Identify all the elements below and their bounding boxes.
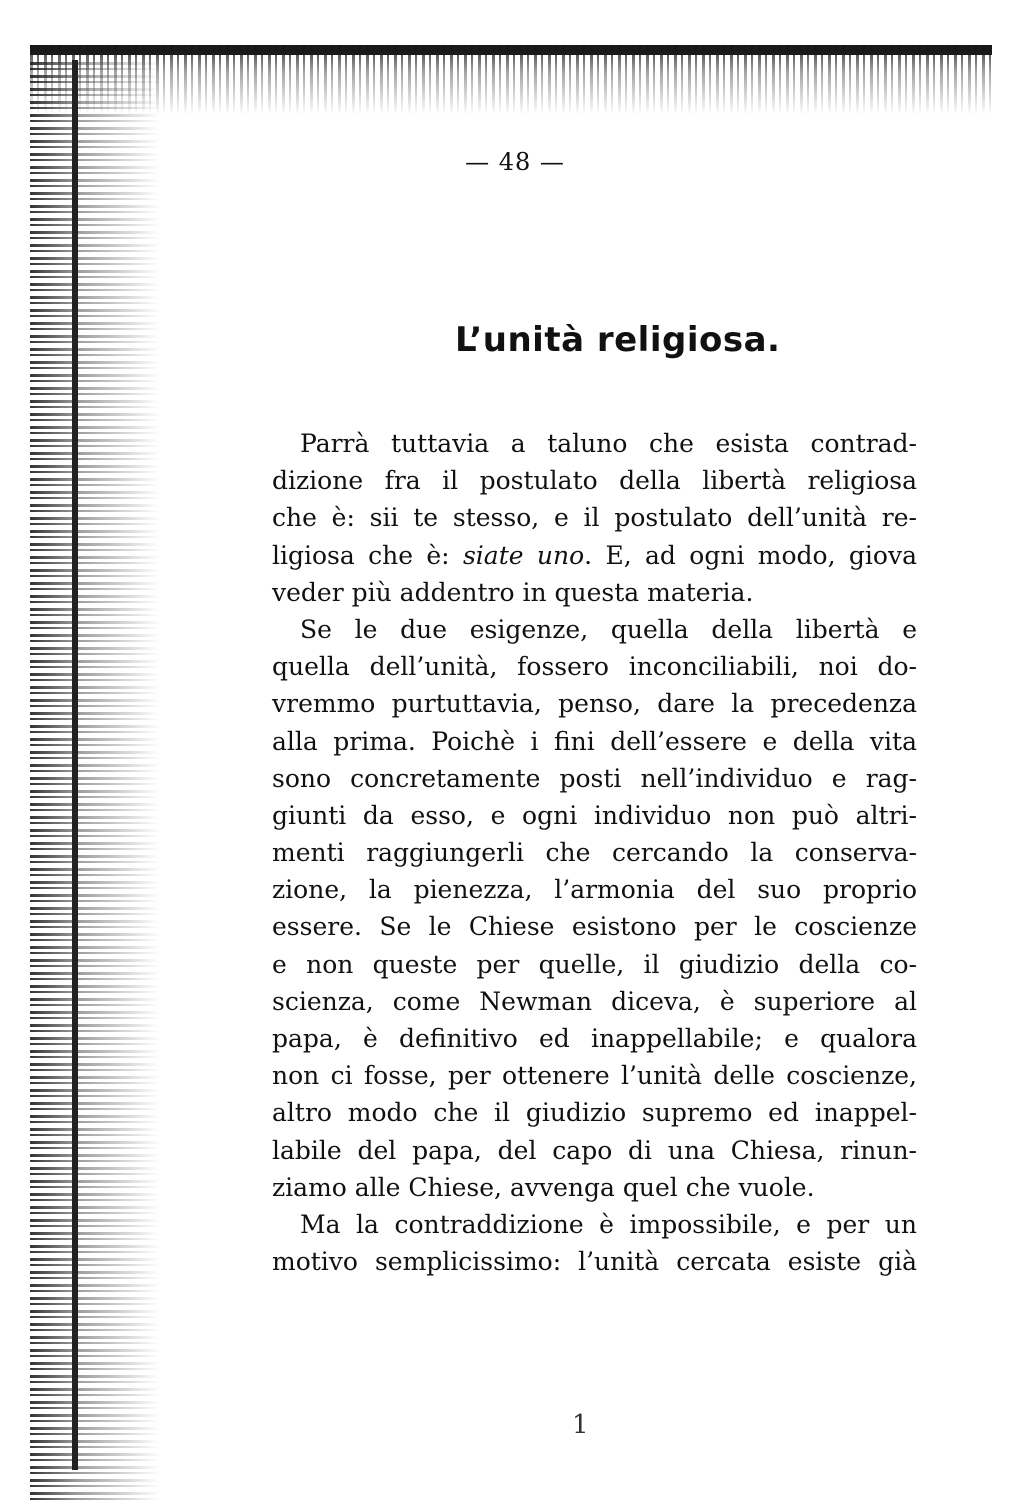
text-line: dizione fra il postulato della libertà religiosa: [272, 466, 917, 496]
paragraph: [272, 425, 917, 611]
text-line: che è: sii te stesso, e il postulato dell’unità re-: [272, 503, 917, 533]
scan-left-border: [72, 60, 78, 1470]
text-line: Parrà tuttavia a taluno che esista contrad-: [300, 429, 917, 458]
text-line: non ci fosse, per ottenere l’unità delle coscienze,: [272, 1061, 917, 1091]
text-line: menti raggiungerli che cercando la conserva-: [272, 838, 917, 868]
scan-left-smudge: [30, 60, 160, 1500]
scan-top-smudge: [30, 45, 995, 115]
text-line: vremmo purtuttavia, penso, dare la precedenza: [272, 689, 917, 719]
text-line: labile del papa, del capo di una Chiesa, rinun-: [272, 1135, 917, 1165]
text-line-with-italic: ligiosa che è: siate uno. E, ad ogni modo, giova: [272, 540, 917, 570]
text-line: scienza, come Newman diceva, è superiore al: [272, 986, 917, 1016]
text-line: altro modo che il giudizio supremo ed inappel-: [272, 1098, 917, 1128]
page-number: — 48 —: [465, 148, 565, 176]
text-line: e non queste per quelle, il giudizio della co-: [272, 949, 917, 979]
text-line: sono concretamente posti nell’individuo e rag-: [272, 763, 917, 793]
paragraph: [272, 1206, 917, 1280]
text-line: alla prima. Poichè i fini dell’essere e della vita: [272, 726, 917, 756]
text-line: motivo semplicissimo: l’unità cercata esiste già: [272, 1247, 917, 1277]
italic-phrase: siate uno: [462, 540, 585, 570]
text-line: quella dell’unità, fossero inconciliabili, noi do-: [272, 652, 917, 682]
text-line: Se le due esigenze, quella della libertà e: [300, 614, 917, 644]
text-line: veder più addentro in questa materia.: [272, 577, 754, 607]
text-line: zione, la pienezza, l’armonia del suo proprio: [272, 875, 917, 905]
text-line: giunti da esso, e ogni individuo non può altri-: [272, 800, 917, 830]
body-text: [272, 425, 917, 1280]
text-line: essere. Se le Chiese esistono per le coscienze: [272, 912, 917, 942]
text-line: Ma la contraddizione è impossibile, e per un: [300, 1209, 917, 1239]
text-line: papa, è definitivo ed inappellabile; e qualora: [272, 1024, 917, 1053]
paragraph: [272, 611, 917, 1206]
text-line: ziamo alle Chiese, avvenga quel che vuole.: [272, 1172, 815, 1202]
chapter-title: L’unità religiosa.: [455, 320, 781, 360]
scan-bottom-mark: 1: [572, 1410, 589, 1440]
